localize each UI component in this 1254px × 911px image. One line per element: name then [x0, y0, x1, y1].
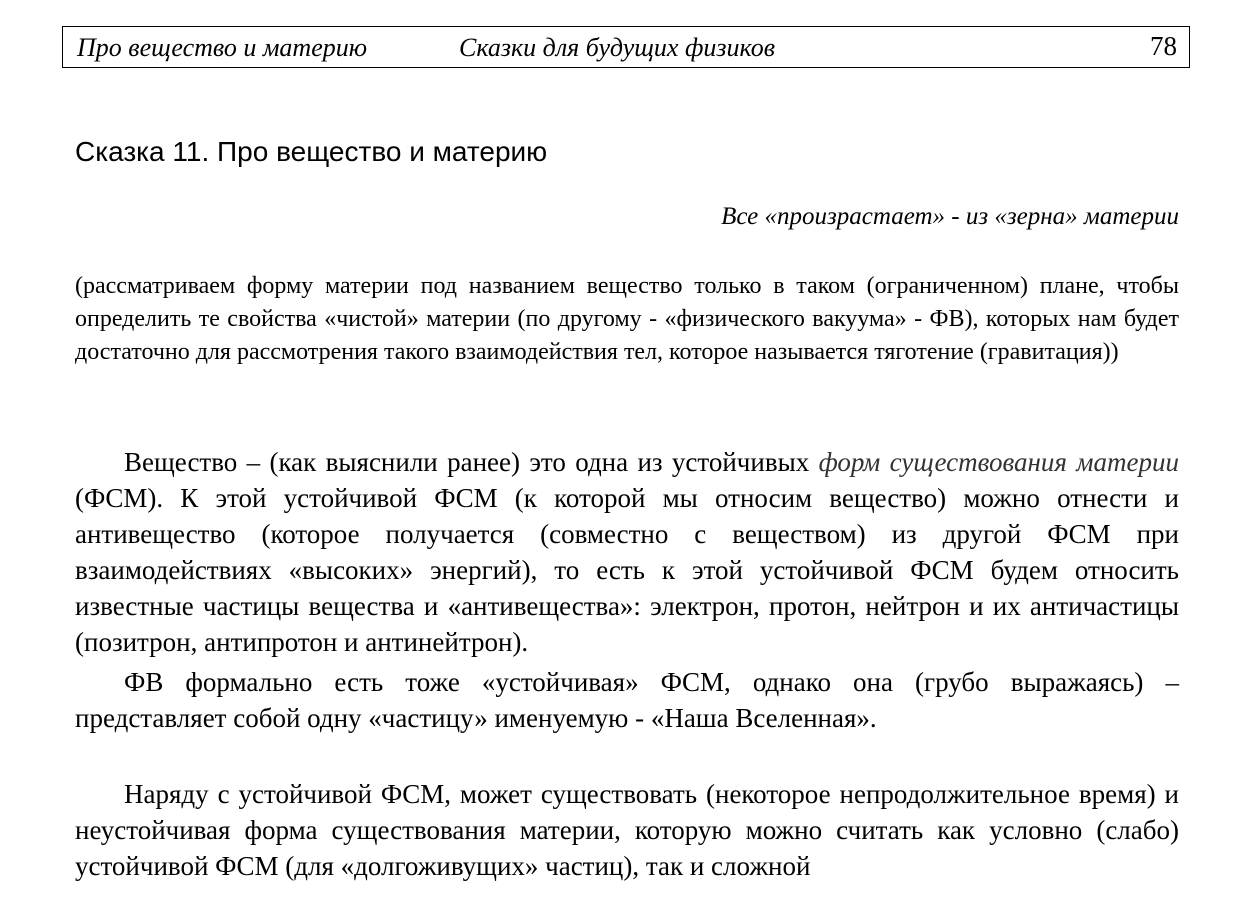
page-number: 78	[1150, 31, 1177, 61]
paragraph-substance	[75, 444, 1179, 660]
chapter-title: Сказка 11. Про вещество и материю	[75, 136, 548, 167]
intro-paragraph: (рассматриваем форму материи под названием вещество только в таком (ограниченном) плане, чтобы определить те свойства «чистой» материи (по другому - «физического вакуума» - ФВ), которых нам будет достаточно для рассмотрения такого взаимодействия тел, которое называется тяготение (гравитация))	[75, 273, 1179, 365]
header-section-title: Про вещество и материю	[77, 33, 368, 62]
italic-term: форм существования материи	[818, 447, 1179, 477]
paragraph-text: (ФСМ). К этой устойчивой ФСМ (к которой мы относим вещество) можно отнести и антивещество (которое получается (совместно с веществом) из другой ФСМ при взаимодействиях «высоких» энергий), то есть к этой устойчивой ФСМ будем относить известные частицы вещества и «антивещества»: электрон, протон, нейтрон и их античастицы (позитрон, антипротон и антинейтрон).	[75, 483, 1179, 657]
epigraph: Все «произрастает» - из «зерна» материи	[721, 203, 1179, 230]
paragraph-text: Вещество – (как выяснили ранее) это одна из устойчивых	[124, 447, 819, 477]
page-header	[62, 26, 1190, 68]
header-book-title: Сказки для будущих физиков	[459, 33, 776, 62]
paragraph-vacuum: ФВ формально есть тоже «устойчивая» ФСМ, однако она (грубо выражаясь) – представляет собой одну «частицу» именуемую - «Наша Вселенная».	[75, 667, 1179, 733]
paragraph-unstable: Наряду с устойчивой ФСМ, может существовать (некоторое непродолжительное время) и неустойчивая форма существования материи, которую можно считать как условно (слабо) устойчивой ФСМ (для «долгоживущих» частиц), так и сложной	[75, 779, 1179, 881]
